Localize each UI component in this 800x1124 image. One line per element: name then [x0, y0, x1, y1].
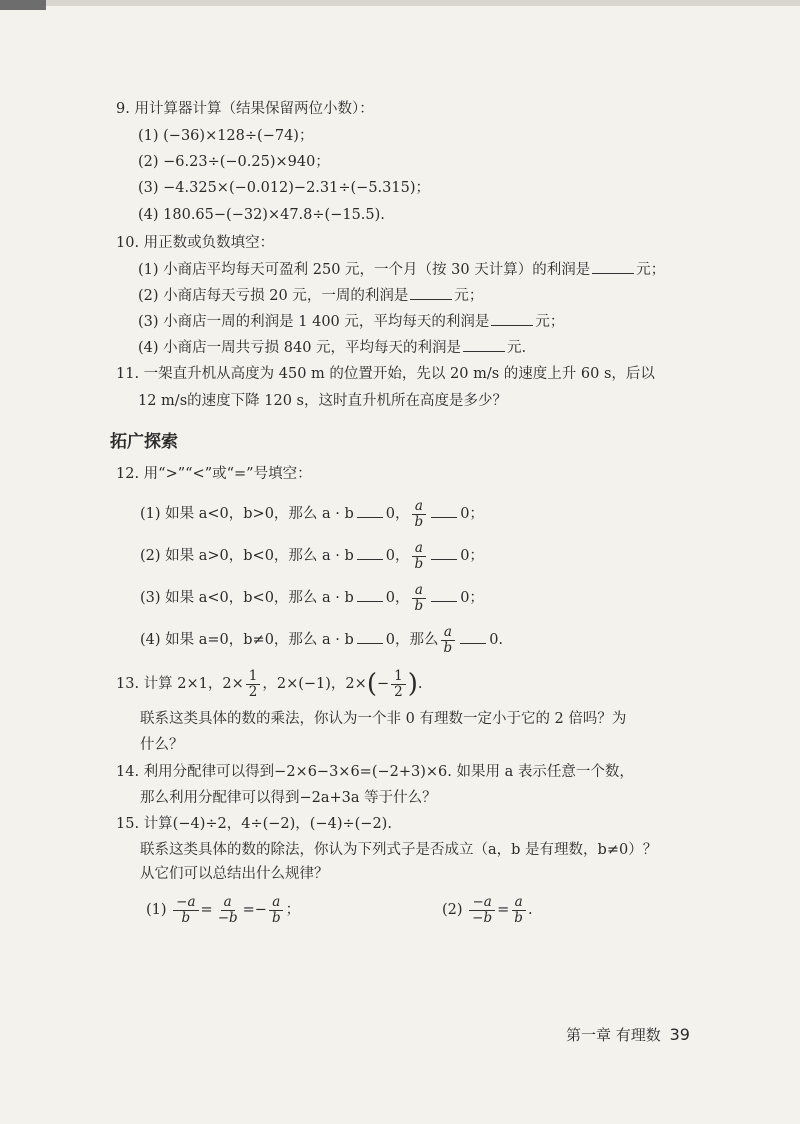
- fraction-numerator: 1: [246, 669, 261, 685]
- fraction-one-half: [391, 669, 406, 700]
- q15-f2-end: .: [527, 902, 533, 918]
- fraction-a-over-b: [412, 583, 427, 614]
- q10-item-3: [138, 311, 564, 332]
- answer-blank[interactable]: [592, 259, 634, 274]
- q12-item-1-pre: (1) 如果 a<0，b>0，那么 a · b: [140, 506, 354, 522]
- fraction-numerator: a: [441, 625, 455, 641]
- q12-item-1: [140, 496, 484, 532]
- section-title: 拓广探索: [110, 432, 178, 452]
- neg-sign: −: [376, 676, 390, 692]
- q10-item-1-text: (1) 小商店平均每天可盈利 250 元，一个月（按 30 天计算）的利润是: [138, 262, 591, 278]
- q12-item-1-end: 0；: [460, 506, 484, 522]
- q13-text-2: 什么？: [140, 737, 184, 753]
- q11-line-1: 11. 一架直升机从高度为 450 m 的位置开始，先以 20 m/s 的速度上升 60 s，后以: [116, 366, 655, 382]
- q13-text-1: 联系这类具体的数的乘法，你认为一个非 0 有理数一定小于它的 2 倍吗？为: [140, 711, 627, 727]
- q15-f2-label: (2): [442, 902, 463, 918]
- fraction-numerator: a: [221, 895, 235, 911]
- q10-item-3-text: (3) 小商店一周的利润是 1 400 元，平均每天的利润是: [138, 314, 490, 330]
- q13-expression: [116, 666, 422, 702]
- q9-item-1: (1) (−36)×128÷(−74)；: [138, 128, 314, 144]
- q15-title: 15. 计算(−4)÷2，4÷(−2)，(−4)÷(−2).: [116, 816, 392, 832]
- fraction-denominator: b: [414, 597, 424, 614]
- fraction-numerator: −a: [173, 895, 198, 911]
- page-number: 39: [669, 1025, 690, 1044]
- q10-item-2: [138, 285, 483, 306]
- answer-blank[interactable]: [410, 285, 452, 300]
- answer-blank[interactable]: [463, 337, 505, 352]
- q10-item-1: [138, 259, 665, 280]
- q12-item-2-end: 0；: [460, 548, 484, 564]
- q12-item-1-mid: 0，: [385, 506, 410, 522]
- q12-item-2-pre: (2) 如果 a>0，b<0，那么 a · b: [140, 548, 354, 564]
- fraction-denominator: b: [181, 909, 191, 926]
- fraction-a-over-b: [441, 625, 456, 656]
- q12-item-3-mid: 0，: [385, 590, 410, 606]
- q10-item-4-text: (4) 小商店一周共亏损 840 元，平均每天的利润是: [138, 340, 462, 356]
- q12-item-4: [140, 622, 503, 658]
- fraction-numerator: −a: [469, 895, 494, 911]
- equals-negative: =−: [242, 902, 267, 918]
- q12-title: 12. 用“>”“<”或“=”号填空：: [116, 466, 312, 482]
- fraction-numerator: a: [412, 583, 426, 599]
- fraction: [215, 895, 241, 926]
- scan-edge: [0, 0, 800, 6]
- chapter-title: 第一章 有理数: [566, 1026, 661, 1044]
- answer-blank[interactable]: [431, 545, 457, 560]
- answer-blank[interactable]: [357, 629, 383, 644]
- answer-blank[interactable]: [431, 587, 457, 602]
- fraction-denominator: 2: [394, 683, 403, 700]
- q12-item-4-end: 0.: [489, 632, 504, 648]
- q10-item-2-text: (2) 小商店每天亏损 20 元，一周的利润是: [138, 288, 409, 304]
- q12-item-3-pre: (3) 如果 a<0，b<0，那么 a · b: [140, 590, 354, 606]
- fraction-denominator: b: [443, 639, 453, 656]
- fraction-denominator: −b: [472, 909, 493, 926]
- q12-item-3-end: 0；: [460, 590, 484, 606]
- fraction-denominator: −b: [217, 909, 238, 926]
- fraction-one-half: [246, 669, 261, 700]
- fraction: [511, 895, 526, 926]
- answer-blank[interactable]: [491, 311, 533, 326]
- q11-line-2: 12 m/s的速度下降 120 s，这时直升机所在高度是多少？: [138, 393, 507, 409]
- equals: =: [200, 902, 213, 918]
- fraction-a-over-b: [412, 499, 427, 530]
- answer-blank[interactable]: [431, 503, 457, 518]
- fraction-denominator: b: [271, 909, 281, 926]
- q12-item-2: [140, 538, 484, 574]
- q9-item-3: (3) −4.325×(−0.012)−2.31÷(−5.315)；: [138, 180, 430, 196]
- q14-line-1: 14. 利用分配律可以得到−2×6−3×6=(−2+3)×6. 如果用 a 表示任意一个数，: [116, 764, 634, 780]
- fraction-numerator: 1: [391, 669, 406, 685]
- q14-line-2: 那么利用分配律可以得到−2a+3a 等于什么？: [140, 790, 437, 806]
- q13-end: .: [417, 676, 423, 692]
- q9-title: 9. 用计算器计算（结果保留两位小数）：: [116, 101, 374, 117]
- fraction-numerator: a: [412, 541, 426, 557]
- right-paren: ): [407, 669, 418, 699]
- q15-formula-2: [442, 892, 533, 928]
- q12-item-4-mid: 0，那么: [385, 632, 439, 648]
- q13-mid: ，2×(−1)，2×: [262, 676, 367, 692]
- page-footer: [566, 1024, 690, 1045]
- fraction: [469, 895, 495, 926]
- q15-formula-1: [146, 892, 300, 928]
- q9-item-4: (4) 180.65−(−32)×47.8÷(−15.5).: [138, 207, 385, 223]
- q15-text-2: 从它们可以总结出什么规律？: [140, 866, 329, 882]
- q9-item-2: (2) −6.23÷(−0.25)×940；: [138, 154, 330, 170]
- fraction-numerator: a: [412, 499, 426, 515]
- fraction-denominator: 2: [248, 683, 258, 700]
- q10-title: 10. 用正数或负数填空：: [116, 235, 275, 251]
- q15-f1-label: (1): [146, 902, 167, 918]
- q10-item-3-end: 元；: [535, 314, 565, 330]
- q13-pre: 13. 计算 2×1，2×: [116, 676, 244, 692]
- answer-blank[interactable]: [357, 503, 383, 518]
- fraction-a-over-b: [412, 541, 427, 572]
- q10-item-1-end: 元；: [636, 262, 666, 278]
- fraction-numerator: a: [269, 895, 283, 911]
- q15-f1-end: ；: [285, 902, 301, 918]
- answer-blank[interactable]: [357, 587, 383, 602]
- scan-corner: [0, 0, 46, 10]
- fraction-numerator: a: [512, 895, 526, 911]
- q10-item-4: [138, 337, 526, 358]
- q12-item-4-pre: (4) 如果 a=0，b≠0，那么 a · b: [140, 632, 354, 648]
- q10-item-4-end: 元.: [507, 340, 527, 356]
- left-paren: (: [366, 669, 377, 699]
- answer-blank[interactable]: [357, 545, 383, 560]
- fraction-denominator: b: [414, 513, 424, 530]
- equals: =: [497, 902, 510, 918]
- fraction: [269, 895, 284, 926]
- fraction-denominator: b: [514, 909, 523, 926]
- fraction: [173, 895, 198, 926]
- fraction-denominator: b: [414, 555, 424, 572]
- q10-item-2-end: 元；: [454, 288, 484, 304]
- answer-blank[interactable]: [460, 629, 486, 644]
- q12-item-2-mid: 0，: [385, 548, 410, 564]
- q15-text-1: 联系这类具体的数的除法，你认为下列式子是否成立（a，b 是有理数，b≠0）？: [140, 842, 658, 858]
- q12-item-3: [140, 580, 484, 616]
